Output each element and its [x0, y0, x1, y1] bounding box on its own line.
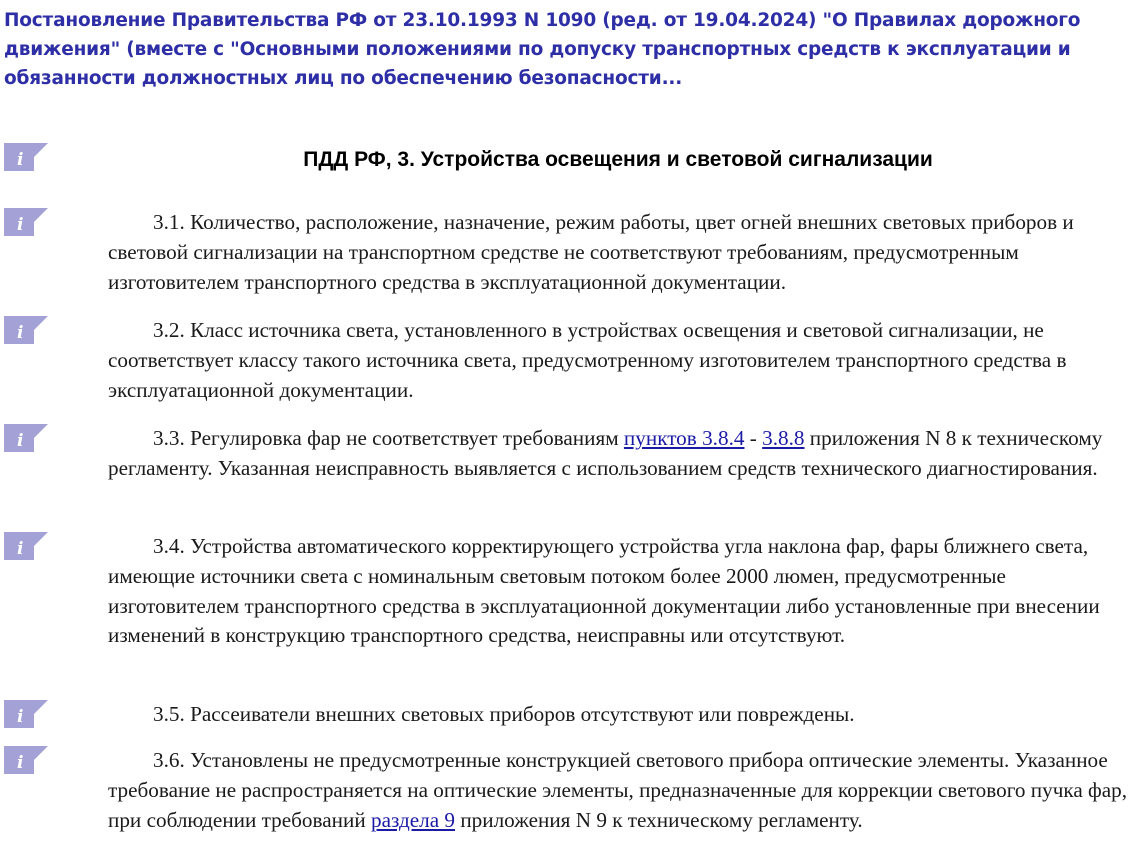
info-icon[interactable] [4, 700, 48, 728]
svg-text:i: i [17, 323, 24, 343]
svg-text:i: i [17, 150, 24, 170]
paragraph-3-3 [108, 424, 1138, 484]
svg-text:i: i [17, 753, 24, 773]
info-icon[interactable] [4, 746, 48, 774]
link-item-3-8-8[interactable]: 3.8.8 [762, 426, 805, 450]
paragraph-text: приложения N 8 к техническому регламенту. Указанная неисправность выявляется с использованием средств технического диагностирования. [108, 426, 1103, 480]
section-heading: ПДД РФ, 3. Устройства освещения и световой сигнализации [303, 148, 933, 171]
info-icon[interactable] [4, 143, 48, 171]
info-icon[interactable] [4, 424, 48, 452]
paragraph-text: приложения N 9 к техническому регламенту. [455, 807, 863, 832]
paragraph-3-6 [108, 746, 1138, 835]
info-icon[interactable] [4, 208, 48, 236]
paragraph-3-4: 3.4. Устройства автоматического корректирующего устройства угла наклона фар, фары ближнего света, имеющие источники света с номинальным световым потоком более 2000 люмен, предусмотренные изготовителем транспортного средства в эксплуатационной документации либо установленные при внесении изменений в конструкцию транспортного средства, неисправны или отсутствуют. [108, 534, 1100, 648]
paragraph-text: 3.6. Установлены не предусмотренные конструкцией светового прибора оптические элементы. Указанное требование не распространяется на оптические элементы, предназначенные для коррекции светового пучка фар, при соблюдении требований [108, 748, 1128, 832]
info-icon[interactable] [4, 316, 48, 344]
paragraph-3-1: 3.1. Количество, расположение, назначение, режим работы, цвет огней внешних световых приборов и световой сигнализации на транспортном средстве не соответствуют требованиям, предусмотренным изготовителем транспортного средства в эксплуатационной документации. [108, 210, 1074, 294]
info-icon[interactable] [4, 532, 48, 560]
paragraph-text: 3.3. Регулировка фар не соответствует требованиям [153, 426, 624, 450]
svg-text:i: i [17, 215, 24, 235]
paragraph-3-5: 3.5. Рассеиватели внешних световых приборов отсутствуют или повреждены. [153, 702, 855, 726]
paragraph-text: - [744, 426, 763, 450]
svg-text:i: i [17, 539, 24, 559]
document-title[interactable]: Постановление Правительства РФ от 23.10.1993 N 1090 (ред. от 19.04.2024) "О Правилах дорожного движения" (вместе с "Основными положениями по допуску транспортных средств к эксплуатации и обязанности должностных лиц по обеспечению безопасности... [4, 10, 1081, 89]
svg-text:i: i [17, 431, 24, 451]
paragraph-3-2: 3.2. Класс источника света, установленного в устройствах освещения и световой сигнализации, не соответствует классу такого источника света, предусмотренному изготовителем транспортного средства в эксплуатационной документации. [108, 318, 1067, 402]
link-section-9[interactable]: раздела 9 [370, 807, 456, 832]
svg-text:i: i [17, 707, 24, 727]
link-items-3-8-4[interactable]: пунктов 3.8.4 [623, 426, 745, 450]
